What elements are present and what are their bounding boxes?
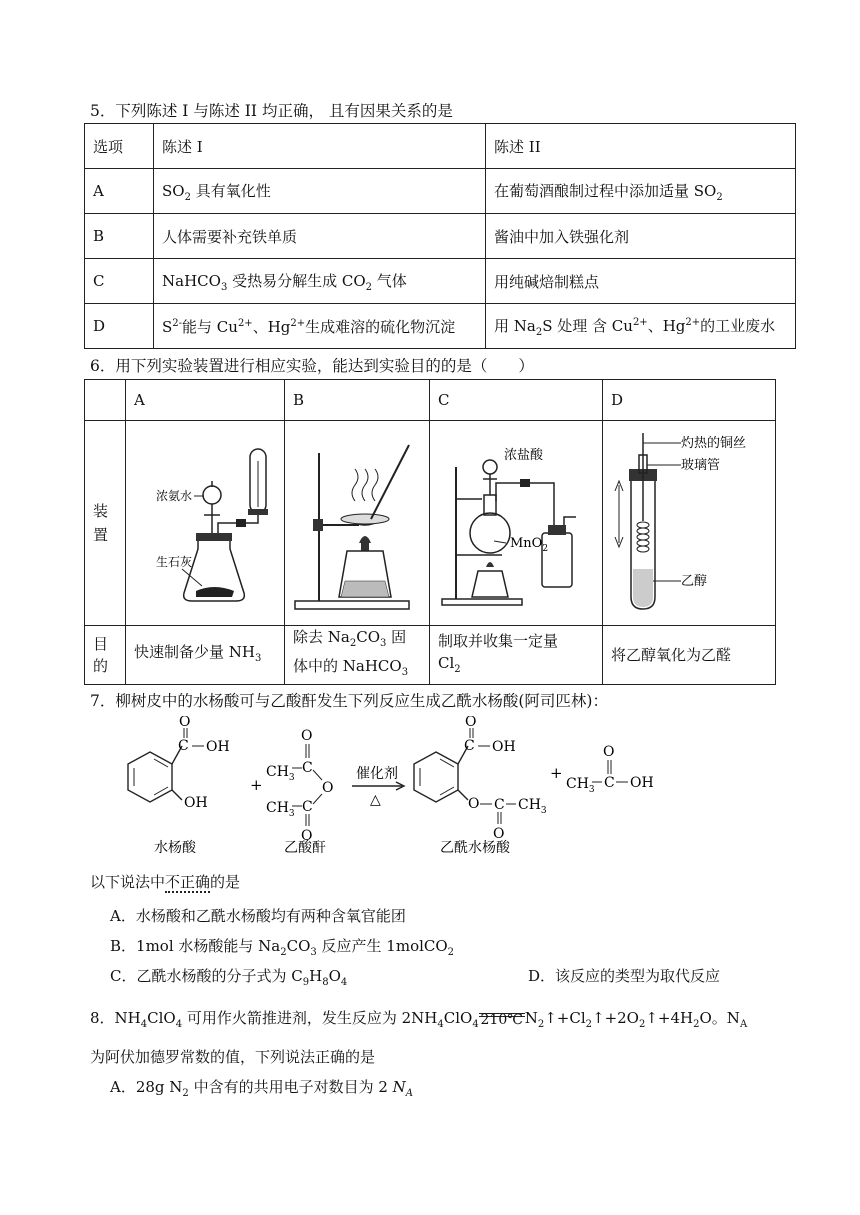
row-statement-1: $S^{2-}$能与 $Cu^{2+}$、$Hg^{2+}$生成难溶的硫化物沉淀 (154, 304, 486, 349)
row-label-purpose: 目的 (85, 626, 126, 685)
row-option: A (85, 169, 154, 214)
plus-2: + (550, 764, 563, 782)
table-row (85, 169, 796, 214)
acetic-acid-structure (566, 744, 654, 795)
name-acetic-anhydride: 乙酸酐 (284, 840, 326, 856)
row-statement-1: 人体需要补充铁单质 (154, 214, 486, 259)
catalyst-label: 催化剂 (356, 766, 398, 782)
header-statement-1: 陈述 I (154, 124, 486, 169)
q7-subprompt: 以下说法中不正确的是 (90, 873, 241, 891)
svg-text:CH3: $CH_3$ (266, 800, 295, 819)
table-row (85, 259, 796, 304)
svg-text:O: O (465, 716, 477, 730)
svg-text:C: C (302, 799, 313, 815)
aspirin-structure (414, 716, 547, 842)
table-header-row (85, 124, 796, 169)
apparatus-c-drawing (430, 421, 602, 621)
table-row (85, 304, 796, 349)
svg-text:O: O (603, 744, 615, 760)
svg-text:O: O (179, 716, 191, 730)
row-label-device: 装置 (85, 421, 126, 626)
col-b: B (285, 380, 430, 421)
q7-option-d[interactable]: D．该反应的类型为取代反应 (528, 967, 721, 985)
row-option: C (85, 259, 154, 304)
row-statement-1: $SO_2$ 具有氧化性 (154, 169, 486, 214)
row-statement-2: 用纯碱焙制糕点 (486, 259, 796, 304)
purpose-row (85, 626, 776, 685)
col-a: A (126, 380, 285, 421)
svg-text:OH: OH (184, 795, 208, 811)
svg-text:CH3: $CH_3$ (566, 776, 595, 795)
apparatus-d-drawing (603, 421, 775, 621)
svg-text:O: O (468, 796, 480, 812)
label-mno2: MnO$_2$ (510, 536, 549, 554)
label-lime: 生石灰 (156, 555, 193, 569)
q5-stem: 5．下列陈述 I 与陈述 II 均正确， 且有因果关系的是 (90, 102, 453, 120)
row-statement-2: 酱油中加入铁强化剂 (486, 214, 796, 259)
col-c: C (430, 380, 603, 421)
svg-text:CH3: $CH_3$ (518, 797, 547, 816)
q5-table (84, 123, 796, 349)
q6-stem: 6．用下列实验装置进行相应实验，能达到实验目的的是（ ） (90, 357, 534, 375)
svg-text:OH: OH (630, 775, 654, 791)
apparatus-b (285, 421, 430, 626)
q7-option-a[interactable]: A．水杨酸和乙酰水杨酸均有两种含氧官能团 (110, 907, 406, 925)
label-hot-copper-wire: 灼热的铜丝 (681, 436, 747, 451)
svg-text:O: O (493, 826, 505, 842)
svg-text:O: O (322, 780, 334, 796)
svg-text:C: C (178, 738, 189, 754)
label-ammonia: 浓氨水 (156, 489, 193, 503)
reaction-arrow (352, 765, 404, 808)
label-glass-tube: 玻璃管 (681, 458, 721, 473)
q7-reaction-scheme (110, 716, 690, 862)
svg-text:C: C (604, 775, 615, 791)
row-option: B (85, 214, 154, 259)
name-aspirin: 乙酰水杨酸 (440, 840, 510, 856)
row-statement-1: NaHCO$_3$ 受热易分解生成 $CO_2$ 气体 (154, 259, 486, 304)
svg-text:CH3: $CH_3$ (266, 764, 295, 783)
purpose-d: 将乙醇氧化为乙醛 (603, 626, 776, 685)
row-option: D (85, 304, 154, 349)
svg-text:C: C (494, 797, 505, 813)
heat-symbol: △ (370, 792, 381, 808)
salicylic-acid-structure (128, 716, 230, 811)
header-statement-2: 陈述 II (486, 124, 796, 169)
row-statement-2: 用 $Na_2S$ 处理 含 $Cu^{2+}$、$Hg^{2+}$的工业废水 (486, 304, 796, 349)
purpose-a: 快速制备少量 $NH_3$ (126, 626, 285, 685)
purpose-b: 除去 $Na_2CO_3$ 固 体中的 NaHCO$_3$ (285, 626, 430, 685)
purpose-c: 制取并收集一定量 $Cl_2$ (430, 626, 603, 685)
plus-1: + (250, 776, 263, 794)
svg-text:OH: OH (206, 739, 230, 755)
svg-text:O: O (301, 828, 313, 844)
q7-stem: 7．柳树皮中的水杨酸可与乙酸酐发生下列反应生成乙酰水杨酸(阿司匹林)： (90, 692, 608, 710)
table-header-row (85, 380, 776, 421)
label-ethanol: 乙醇 (681, 574, 708, 589)
q6-table (84, 379, 776, 685)
header-option: 选项 (85, 124, 154, 169)
q8-option-a[interactable]: A．28g $N_2$ 中含有的共用电子对数目为 2 $N_A$ (110, 1078, 414, 1099)
q7-option-b[interactable]: B．1mol 水杨酸能与 $Na_2CO_3$ 反应产生 1molCO$_2$ (110, 937, 455, 958)
apparatus-c (430, 421, 603, 626)
acetic-anhydride-structure (266, 728, 333, 844)
row-statement-2: 在葡萄酒酿制过程中添加适量 $SO_2$ (486, 169, 796, 214)
svg-text:OH: OH (492, 739, 516, 755)
name-salicylic-acid: 水杨酸 (154, 840, 196, 856)
col-d: D (603, 380, 776, 421)
device-row (85, 421, 776, 626)
apparatus-d (603, 421, 776, 626)
q7-option-c[interactable]: C．乙酰水杨酸的分子式为 $C_9H_8O_4$ (110, 967, 348, 988)
apparatus-b-drawing (285, 421, 429, 621)
svg-text:C: C (302, 760, 313, 776)
svg-text:C: C (464, 738, 475, 754)
q8-stem: 8．$NH_4ClO_4$ 可用作火箭推进剂，发生反应为 $2NH_4ClO_4$ 210℃ $N_2↑+Cl_2↑+2O_2↑+4H_2O$。$N_A$ (90, 1009, 748, 1030)
label-conc-hcl: 浓盐酸 (504, 448, 544, 463)
apparatus-a (126, 421, 285, 626)
q8-stem-2: 为阿伏加德罗常数的值，下列说法正确的是 (90, 1048, 376, 1066)
apparatus-a-drawing (126, 421, 284, 621)
svg-text:O: O (301, 728, 313, 744)
table-row (85, 214, 796, 259)
